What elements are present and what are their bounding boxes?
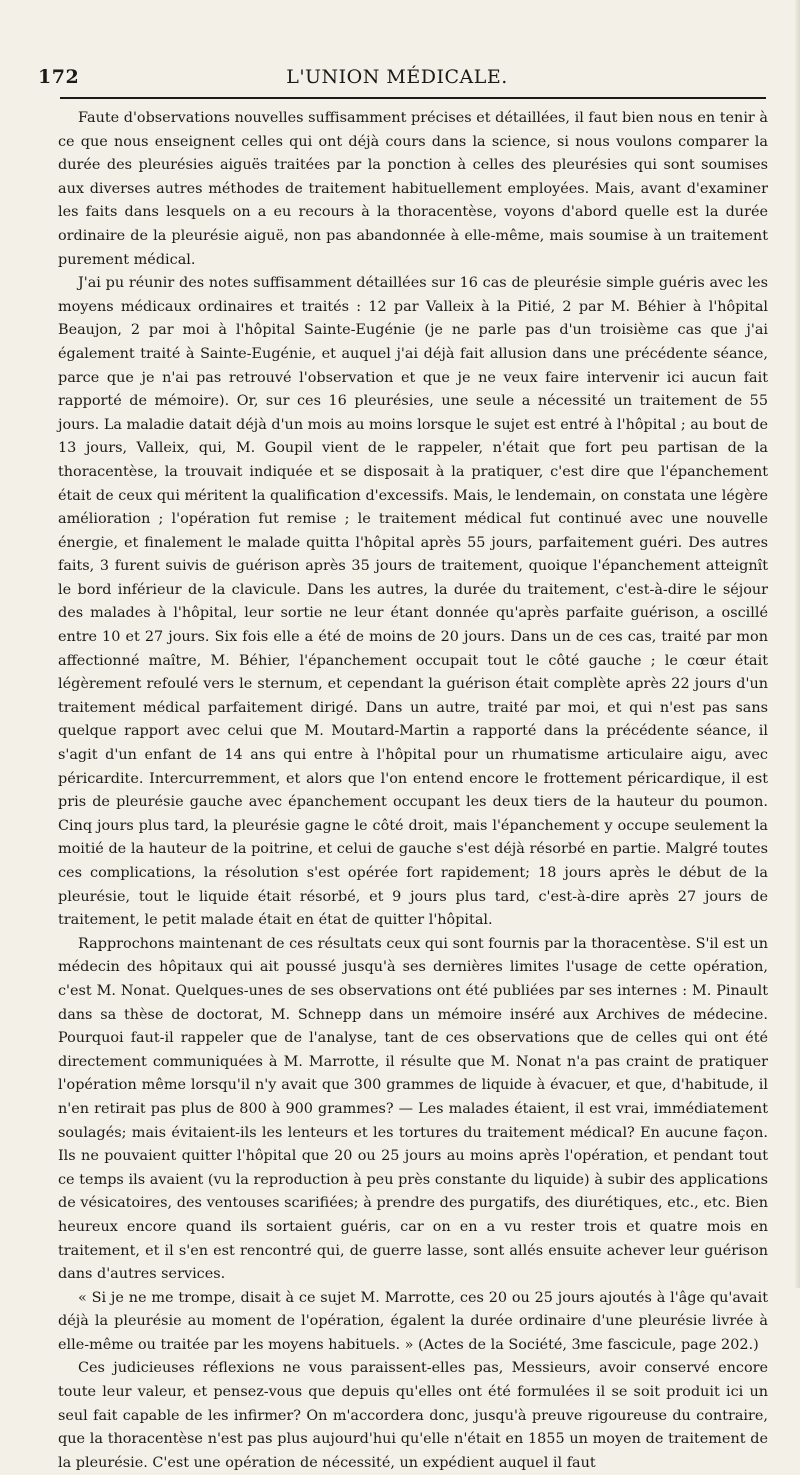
running-head: L'UNION MÉDICALE.: [286, 66, 508, 88]
header-rule: [60, 97, 766, 99]
paragraph-5: Ces judicieuses réflexions ne vous paraissent-elles pas, Messieurs, avoir conservé encore toute leur valeur, et pensez-vous que depuis qu'elles ont été formulées il se soit produit ici un seul fait capable de les infirmer? On m'accordera donc, jusqu'à preuve rigoureuse du contraire, que la thoracentèse n'est pas plus aujourd'hui qu'elle n'était en 1855 un moyen de traitement de la pleurésie. C'est une opération de nécessité, un expédient auquel il faut: [58, 1360, 768, 1471]
page-number: 172: [38, 66, 80, 88]
paragraph-3: Rapprochons maintenant de ces résultats ceux qui sont fournis par la thoracentèse. S'il est un médecin des hôpitaux qui ait poussé jusqu'à ses dernières limites l'usage de cette opération, c'est M. Nonat. Quelques-unes de ses observations ont été publiées par ses internes : M. Pinault dans sa thèse de doctorat, M. Schnepp dans un mémoire inséré aux Archives de médecine. Pourquoi faut-il rappeler que de l'analyse, tant de ces observations que de celles qui ont été directement communiquées à M. Marrotte, il résulte que M. Nonat n'a pas craint de pratiquer l'opération même lorsqu'il n'y avait que 300 grammes de liquide à évacuer, et que, d'habitude, il n'en retirait pas plus de 800 à 900 grammes? — Les malades étaient, il est vrai, immédiatement soulagés; mais évitaient-ils les lenteurs et les tortures du traitement médical? En aucune façon. Ils ne pouvaient quitter l'hôpital que 20 ou 25 jours au moins après l'opération, et pendant tout ce temps ils avaient (vu la reproduction à peu près constante du liquide) à subir des applications de vésicatoires, des ventouses scarifiées; à prendre des purgatifs, des diurétiques, etc., etc. Bien heureux encore quand ils sortaient guéris, car on en a vu rester trois et quatre mois en traitement, et il s'en est rencontré qui, de guerre lasse, sont allés ensuite achever leur guérison dans d'autres services.: [58, 935, 768, 1283]
paragraph-2: J'ai pu réunir des notes suffisamment détaillées sur 16 cas de pleurésie simple guéris avec les moyens médicaux ordinaires et traités : 12 par Valleix à la Pitié, 2 par M. Béhier à l'hôpital Beaujon, 2 par moi à l'hôpital Sainte-Eugénie (je ne parle pas d'un troisième cas que j'ai également traité à Sainte-Eugénie, et auquel j'ai déjà fait allusion dans une précédente séance, parce que je n'ai pas retrouvé l'observation et que je ne veux faire intervenir ici aucun fait rapporté de mémoire). Or, sur ces 16 pleurésies, une seule a nécessité un traitement de 55 jours. La maladie datait déjà d'un mois au moins lorsque le sujet est entré à l'hôpital ; au bout de 13 jours, Valleix, qui, M. Goupil vient de le rappeler, n'était que fort peu partisan de la thoracentèse, la trouvait indiquée et se disposait à la pratiquer, c'est dire que l'épanchement était de ceux qui méritent la qualification d'excessifs. Mais, le lendemain, on constata une légère amélioration ; l'opération fut remise ; le traitement médical fut continué avec une nouvelle énergie, et finalement le malade quitta l'hôpital après 55 jours, parfaitement guéri. Des autres faits, 3 furent suivis de guérison après 35 jours de traitement, quoique l'épanchement atteignît le bord inférieur de la clavicule. Dans les autres, la durée du traitement, c'est-à-dire le séjour des malades à l'hôpital, leur sortie ne leur étant donnée qu'après parfaite guérison, a oscillé entre 10 et 27 jours. Six fois elle a été de moins de 20 jours. Dans un de ces cas, traité par mon affectionné maître, M. Béhier, l'épanchement occupait tout le côté gauche ; le cœur était légèrement refoulé vers le sternum, et cependant la guérison était complète après 22 jours d'un traitement médical parfaitement dirigé. Dans un autre, traité par moi, et qui n'est pas sans quelque rapport avec celui que M. Moutard-Martin a rapporté dans la précédente séance, il s'agit d'un enfant de 14 ans qui entre à l'hôpital pour un rhumatisme articulaire aigu, avec péricardite. Intercurremment, et alors que l'on entend encore le frottement péricardique, il est pris de pleurésie gauche avec épanchement occupant les deux tiers de la hauteur du poumon. Cinq jours plus tard, la pleurésie gagne le côté droit, mais l'épanchement y occupe seulement la moitié de la hauteur de la poitrine, et celui de gauche s'est déjà résorbé en partie. Malgré toutes ces complications, la résolution s'est opérée fort rapidement; 18 jours après le début de la pleurésie, tout le liquide était résorbé, et 9 jours plus tard, c'est-à-dire après 27 jours de traitement, le petit malade était en état de quitter l'hôpital.: [58, 275, 768, 929]
article-body: [58, 107, 768, 1475]
page-header: [38, 58, 756, 88]
page-edge-shadow: [794, 0, 800, 1288]
paragraph-4: « Si je ne me trompe, disait à ce sujet M. Marrotte, ces 20 ou 25 jours ajoutés à l'âge qu'avait déjà la pleurésie au moment de l'opération, égalent la durée ordinaire d'une pleurésie livrée à elle-même ou traitée par les moyens habituels. » (Actes de la Société, 3me fascicule, page 202.): [58, 1289, 768, 1353]
paragraph-1: Faute d'observations nouvelles suffisamment précises et détaillées, il faut bien nous en tenir à ce que nous enseignent celles qui ont déjà cours dans la science, si nous voulons comparer la durée des pleurésies aiguës traitées par la ponction à celles des pleurésies qui sont soumises aux diverses autres méthodes de traitement habituellement employées. Mais, avant d'examiner les faits dans lesquels on a eu recours à la thoracentèse, voyons d'abord quelle est la durée ordinaire de la pleurésie aiguë, non pas abandonnée à elle-même, mais soumise à un traitement purement médical.: [58, 110, 768, 268]
